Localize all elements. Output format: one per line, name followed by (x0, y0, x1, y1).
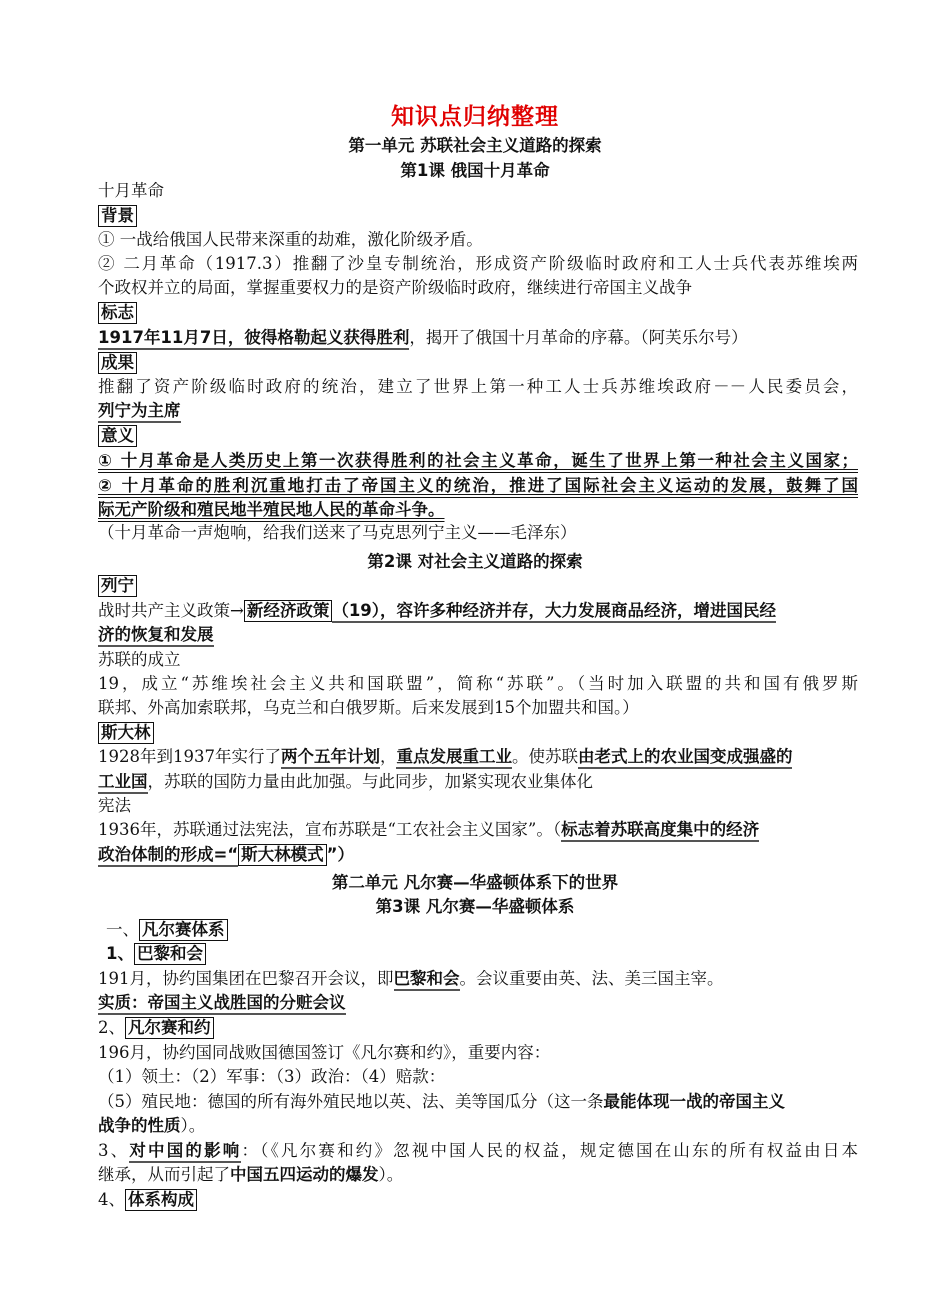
colony-line-b (98, 1114, 858, 1138)
colony-line-a (98, 1090, 858, 1114)
result-line-b: 列宁为主席 (98, 401, 181, 423)
constitution-prefix: 1936年，苏联通过法宪法，宣布苏联是“工农社会主义国家”。（ (98, 820, 562, 839)
background-point-2a: ② 二月革命（1917.3）推翻了沙皇专制统治，形成资产阶级临时政府和工人士兵代表苏维埃两 (98, 254, 858, 273)
sign-bold: 1917年11月7日，彼得格勒起义获得胜利 (98, 328, 409, 350)
unit1-heading: 第一单元 苏联社会主义道路的探索 (348, 136, 602, 155)
plan-rest: ，苏联的国防力量由此加强。与此同步，加紧实现农业集体化 (147, 772, 593, 791)
paris-conference: 巴黎和会 (394, 969, 460, 991)
plan-transform: 由老式上的农业国变成强盛的 (578, 747, 793, 769)
paris-rest: 。会议重要由英、法、美三国主宰。 (459, 969, 724, 988)
constitution-line-b (98, 843, 858, 867)
section-4-num: 4、 (98, 1190, 125, 1209)
china-impact-end: ）。 (378, 1165, 404, 1184)
plan-heavy-industry: 重点发展重工业 (396, 747, 512, 769)
section-3-num: 3、 (98, 1141, 130, 1160)
colony-prefix: （5）殖民地：德国的所有海外殖民地以英、法、美等国瓜分（这一条 (98, 1092, 604, 1111)
china-impact-label: 对中国的影响 (129, 1141, 241, 1163)
plan-industrial-nation: 工业国 (98, 772, 148, 794)
section-1a-line (106, 942, 866, 966)
topic-october-revolution: 十月革命 (98, 181, 164, 200)
constitution-end: ”） (326, 845, 355, 864)
label-result: 成果 (98, 352, 137, 374)
treaty-items: （1）领土：（2）军事：（3）政治：（4）赔款： (98, 1067, 446, 1086)
section-2-box: 凡尔赛和约 (125, 1017, 214, 1039)
section-1a-box: 巴黎和会 (134, 943, 206, 965)
section-1a-num: 1、 (106, 944, 134, 963)
unit2-heading: 第二单元 凡尔赛—华盛顿体系下的世界 (331, 873, 619, 892)
nep-box: 新经济政策 (244, 600, 333, 622)
colony-bold-2: 战争的性质 (98, 1116, 181, 1135)
five-year-plan-line (98, 745, 858, 769)
label-background: 背景 (98, 205, 137, 227)
mao-quote: （十月革命一声炮响，给我们送来了马克思列宁主义——毛泽东） (98, 523, 577, 542)
significance-2b: 际无产阶级和殖民地半殖民地人民的革命斗争。 (98, 500, 445, 519)
label-stalin: 斯大林 (98, 722, 154, 744)
document-title: 知识点归纳整理 (391, 104, 559, 130)
treaty-line: 196月，协约国同战败国德国签订《凡尔赛和约》，重要内容： (98, 1043, 551, 1062)
lesson1-heading: 第1课 俄国十月革命 (400, 161, 550, 180)
china-impact-line-b (98, 1163, 858, 1187)
paris-prefix: 191月，协约国集团在巴黎召开会议，即 (98, 969, 394, 988)
stalin-model-box: 斯大林模式 (238, 844, 327, 866)
section-1-num: 一、 (106, 920, 139, 939)
five-year-plan-line-b (98, 770, 858, 794)
colony-bold: 最能体现一战的帝国主义 (603, 1092, 785, 1111)
section-1-box: 凡尔赛体系 (139, 919, 228, 941)
nep-prefix: 战时共产主义政策→ (98, 601, 244, 620)
background-point-2b: 个政权并立的局面，掌握重要权力的是资产阶级临时政府，继续进行帝国主义战争 (98, 278, 692, 297)
may-fourth-movement: 中国五四运动的爆发 (230, 1165, 379, 1184)
topic-ussr-founding: 苏联的成立 (98, 650, 181, 669)
nep-line-b: 济的恢复和发展 (98, 625, 214, 647)
paris-line (98, 967, 858, 991)
section-2-num: 2、 (98, 1018, 125, 1037)
section-1-line (106, 918, 866, 942)
label-lenin: 列宁 (98, 575, 137, 597)
significance-1: ① 十月革命是人类历史上第一次获得胜利的社会主义革命，诞生了世界上第一种社会主义国家； (98, 451, 858, 470)
plan-mid: 。使苏联 (511, 747, 578, 766)
label-sign: 标志 (98, 302, 137, 324)
nep-rest: （19），容许多种经济并存，大力发展商品经济，增进国民经 (332, 601, 776, 623)
essence-line: 实质：帝国主义战胜国的分赃会议 (98, 993, 346, 1015)
label-significance: 意义 (98, 425, 137, 447)
constitution-sign: 标志着苏联高度集中的经济 (561, 820, 759, 842)
background-point-1: ① 一战给俄国人民带来深重的劫难，激化阶级矛盾。 (98, 230, 483, 249)
constitution-system: 政治体制的形成=“ (98, 845, 238, 867)
section-4-box: 体系构成 (125, 1189, 197, 1211)
china-impact-b-prefix: 继承，从而引起了 (98, 1165, 230, 1184)
plan-comma: ， (379, 747, 397, 766)
china-impact-line-a (98, 1139, 858, 1163)
china-impact-rest: ：（《凡尔赛和约》忽视中国人民的权益，规定德国在山东的所有权益由日本 (241, 1141, 859, 1160)
sign-line (98, 326, 858, 350)
significance-2a: ② 十月革命的胜利沉重地打击了帝国主义的统治，推进了国际社会主义运动的发展，鼓舞了国 (98, 476, 858, 495)
plan-two-plans: 两个五年计划 (281, 747, 380, 769)
lesson3-heading: 第3课 凡尔赛—华盛顿体系 (375, 897, 575, 916)
plan-prefix: 1928年到1937年实行了 (98, 747, 281, 766)
section-4-line (98, 1188, 858, 1212)
constitution-line-a (98, 818, 858, 842)
ussr-line-b: 联邦、外高加索联邦，乌克兰和白俄罗斯。后来发展到15个加盟共和国。） (98, 698, 639, 717)
sign-rest: ，揭开了俄国十月革命的序幕。（阿芙乐尔号） (409, 328, 748, 347)
topic-constitution: 宪法 (98, 796, 131, 815)
section-2-line (98, 1016, 858, 1040)
ussr-line-a: 19，成立“苏维埃社会主义共和国联盟”，简称“苏联”。（当时加入联盟的共和国有俄罗斯 (98, 674, 858, 693)
lesson2-heading: 第2课 对社会主义道路的探索 (367, 552, 583, 571)
nep-line (98, 599, 858, 623)
colony-end: ）。 (180, 1116, 206, 1135)
result-line-a: 推翻了资产阶级临时政府的统治，建立了世界上第一种工人士兵苏维埃政府－－人民委员会， (98, 377, 858, 396)
